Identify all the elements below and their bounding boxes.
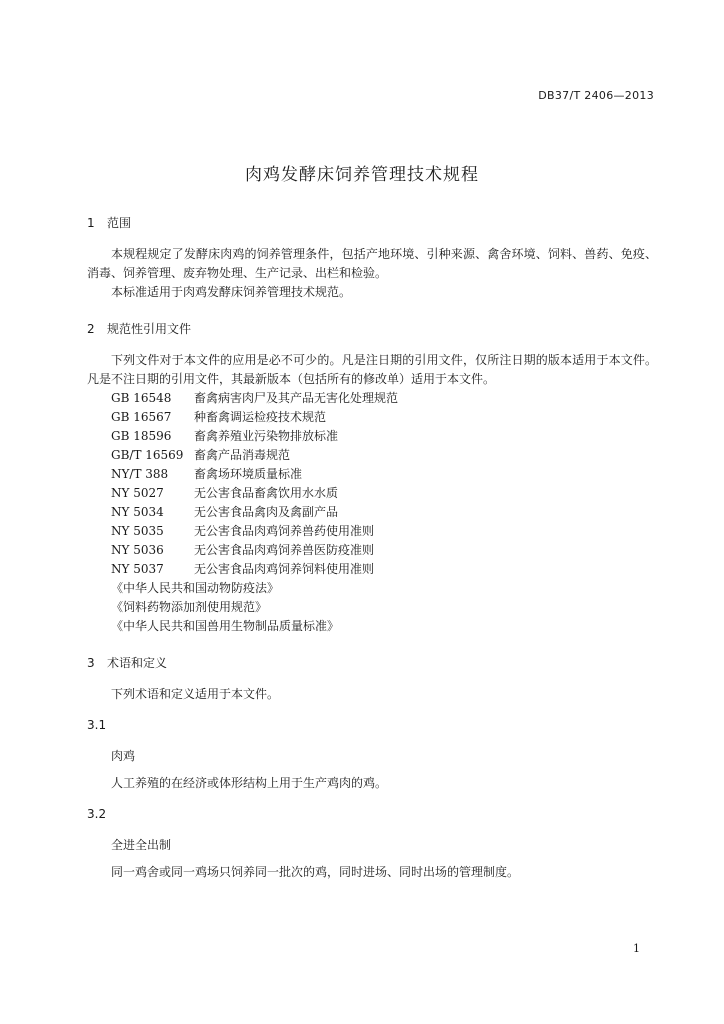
section-number: 3 [87, 656, 95, 670]
term-name: 肉鸡 [111, 749, 136, 763]
law-reference: 《饲料药物添加剂使用规范》 [111, 600, 268, 614]
section-title: 术语和定义 [107, 656, 168, 670]
reference-item [111, 408, 657, 427]
document-code: DB37/T 2406—2013 [538, 89, 654, 102]
page-number: 1 [633, 942, 640, 955]
paragraph: 本规程规定了发酵床肉鸡的饲养管理条件，包括产地环境、引种来源、禽舍环境、饲料、兽药、免疫、消毒、饲养管理、废弃物处理、生产记录、出栏和检验。 [87, 247, 657, 280]
reference-item [111, 465, 657, 484]
section-heading-terms-definitions [87, 654, 657, 673]
section-title: 范围 [107, 216, 132, 230]
reference-code: GB 18596 [111, 429, 172, 443]
reference-code: NY 5034 [111, 505, 164, 519]
reference-item [111, 503, 657, 522]
reference-name: 畜禽病害肉尸及其产品无害化处理规范 [194, 391, 399, 405]
reference-name: 畜禽产品消毒规范 [194, 448, 291, 462]
term-definition: 同一鸡舍或同一鸡场只饲养同一批次的鸡，同时进场、同时出场的管理制度。 [111, 865, 520, 879]
reference-code: NY 5027 [111, 486, 164, 500]
reference-name: 无公害食品禽肉及禽副产品 [194, 505, 339, 519]
reference-name: 种畜禽调运检疫技术规范 [194, 410, 327, 424]
paragraph: 下列术语和定义适用于本文件。 [111, 687, 280, 701]
reference-code: NY/T 388 [111, 467, 169, 481]
law-reference: 《中华人民共和国兽用生物制品质量标准》 [111, 619, 340, 633]
reference-code: NY 5035 [111, 524, 164, 538]
reference-name: 畜禽养殖业污染物排放标准 [194, 429, 339, 443]
reference-code: GB 16548 [111, 391, 172, 405]
reference-item [111, 446, 657, 465]
reference-item [111, 522, 657, 541]
law-reference: 《中华人民共和国动物防疫法》 [111, 581, 280, 595]
paragraph: 下列文件对于本文件的应用是必不可少的。凡是注日期的引用文件，仅所注日期的版本适用于本文件。凡是不注日期的引用文件，其最新版本（包括所有的修改单）适用于本文件。 [87, 353, 657, 386]
reference-code: NY 5036 [111, 543, 164, 557]
section-heading-scope [87, 214, 657, 233]
section-title: 规范性引用文件 [107, 322, 192, 336]
reference-code: GB 16567 [111, 410, 172, 424]
reference-item [111, 427, 657, 446]
term-definition: 人工养殖的在经济或体形结构上用于生产鸡肉的鸡。 [111, 776, 388, 790]
reference-code: GB/T 16569 [111, 448, 184, 462]
term-name: 全进全出制 [111, 838, 172, 852]
reference-name: 无公害食品肉鸡饲养兽药使用准则 [194, 524, 375, 538]
reference-item [111, 484, 657, 503]
reference-code: NY 5037 [111, 562, 164, 576]
section-number: 1 [87, 216, 95, 230]
document-title: 肉鸡发酵床饲养管理技术规程 [245, 165, 479, 185]
document-body [87, 214, 657, 882]
reference-name: 无公害食品肉鸡饲养饲料使用准则 [194, 562, 375, 576]
reference-item [111, 389, 657, 408]
reference-name: 畜禽场环境质量标准 [194, 467, 303, 481]
paragraph: 本标准适用于肉鸡发酵床饲养管理技术规范。 [111, 285, 352, 299]
reference-item [111, 541, 657, 560]
section-heading-normative-references [87, 320, 657, 339]
reference-name: 无公害食品肉鸡饲养兽医防疫准则 [194, 543, 375, 557]
term-number: 3.2 [87, 807, 107, 821]
section-number: 2 [87, 322, 95, 336]
reference-name: 无公害食品畜禽饮用水水质 [194, 486, 339, 500]
term-number: 3.1 [87, 718, 107, 732]
reference-item [111, 560, 657, 579]
